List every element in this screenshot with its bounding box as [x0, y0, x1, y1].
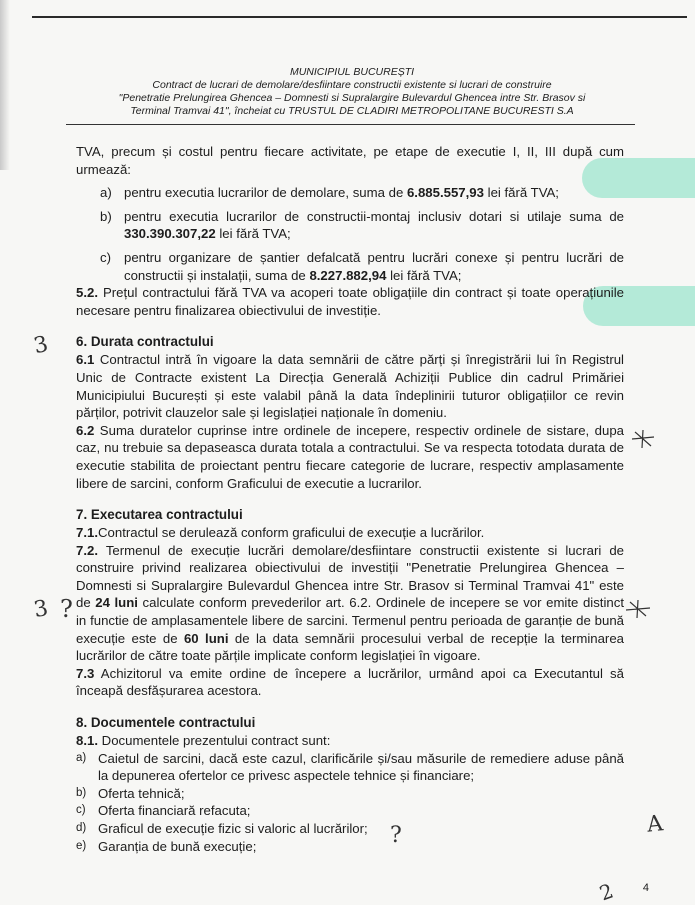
term-duration: 24 luni	[95, 595, 138, 611]
item-letter: d)	[76, 822, 87, 834]
warranty-duration: 60 luni	[183, 630, 229, 646]
amount-value: 330.390.307,22	[124, 226, 216, 242]
item-text: Caietul de sarcini, dacă este cazul, clarificările și/sau măsurile de remediere aduse până la depunerea ofertelor ce privesc aspectele tehnice și financiare;	[98, 750, 624, 784]
top-rule	[32, 16, 687, 18]
clause-number: 7.1.	[76, 525, 98, 541]
asterisk-mark	[624, 598, 652, 620]
clause-text: calculate conform prevederilor art. 6.2. Ordinele de incepere se vor emite distinct in functie de amplasamentele libere de sarcini. Termenul pentru perioada de garanție de bună execuție este de	[76, 595, 624, 646]
item-text: lei fără TVA;	[215, 226, 291, 242]
header-line-3: "Penetratie Prelungirea Ghencea – Domnesti si Supralargire Bulevardul Ghencea intre Str. Brasov si	[118, 92, 586, 104]
header-rule	[66, 124, 635, 125]
paragraph-6-2	[76, 422, 624, 492]
page-number: 4	[642, 882, 649, 894]
clause-text: Prețul contractului fără TVA va acoperi toate obligațiile din contract și toate operațiunile necesare pentru finalizarea obiectivului de investiție.	[76, 285, 624, 318]
section-title-8: 8. Documentele contractului	[76, 715, 256, 731]
item-text: Graficul de execuție fizic si valoric al lucrărilor;	[98, 821, 368, 836]
handwritten-mark: 3	[31, 331, 51, 360]
handwritten-mark: ?	[390, 823, 402, 848]
asterisk-mark	[630, 428, 656, 450]
item-text: pentru organizare de șantier defalcată pentru lucrări conexe și pentru lucrări de constructii și instalații, suma de	[124, 249, 624, 283]
amount-item-c	[76, 249, 624, 284]
document-list-item	[76, 838, 624, 856]
handwritten-mark: A	[645, 811, 665, 838]
item-text: pentru executia lucrarilor de demolare, suma de	[124, 185, 407, 201]
header-line-2: Contract de lucrari de demolare/desfiintare constructii existente si lucrari de construire	[152, 79, 552, 91]
item-letter: c)	[100, 249, 111, 265]
item-text: Garanția de bună execuție;	[98, 838, 257, 854]
document-header	[82, 66, 622, 118]
document-list-item	[76, 750, 624, 785]
clause-text: de la data semnării procesului verbal de recepție la terminarea lucrărilor de către toate părțile implicate conform legislației în vigoare.	[76, 630, 624, 664]
document-list-item	[76, 785, 624, 803]
intro-paragraph: TVA, precum și costul pentru fiecare activitate, pe etape de executie I, II, III după cum urmează:	[76, 144, 624, 177]
paragraph-6-1	[76, 351, 624, 421]
header-line-1: MUNICIPIUL BUCUREȘTI	[289, 66, 415, 78]
clause-number: 7.3	[76, 665, 95, 681]
clause-number: 5.2.	[76, 285, 98, 301]
section-title-7: 7. Executarea contractului	[76, 507, 243, 523]
section-title-6: 6. Durata contractului	[76, 334, 214, 350]
item-letter: b)	[76, 786, 87, 799]
amount-item-a	[76, 184, 624, 202]
amount-value: 8.227.882,94	[309, 267, 387, 283]
clause-text: Termenul de execuție lucrări demolare/desfiintare constructii existente si lucrari de construire privind realizarea obiectivului de investiții "Penetratie Prelungirea Ghencea – Domnesti si Supralargire Bulevardul Ghencea intre Str. Brasov si Terminal Tramvai 41" este de	[76, 542, 624, 611]
amount-value: 6.885.557,93	[406, 185, 484, 201]
handwritten-mark: 2	[596, 878, 617, 905]
item-text: Oferta financiară refacuta;	[98, 803, 251, 819]
handwritten-mark: ?	[60, 595, 73, 623]
clause-text: Suma duratelor cuprinse intre ordinele de incepere, respectiv ordinele de sistare, dupa caz, nu trebuie sa depaseasca durata totala a contractului. Se va respecta totodata durata de executie stabilita de proiectant pentru fiecare categorie de lucrare, respectiv amplasamente libere de sarcini, conform Graficului de executie a lucrarilor.	[76, 422, 624, 491]
header-line-4: Terminal Tramvai 41", încheiat cu TRUSTUL DE CLADIRI METROPOLITANE BUCURESTI S.A	[130, 105, 574, 117]
document-list-item	[76, 802, 624, 820]
paragraph-7-1	[76, 524, 624, 542]
item-text: lei fără TVA;	[386, 267, 462, 283]
item-text: Oferta tehnică;	[98, 785, 185, 801]
paragraph-7-2	[76, 542, 624, 665]
document-list-item	[76, 820, 624, 838]
clause-number: 8.1.	[76, 733, 98, 749]
clause-number: 6.1	[76, 352, 95, 368]
clause-text: Contractul se derulează conform graficului de execuție a lucrărilor.	[98, 525, 485, 541]
clause-text: Achizitorul va emite ordine de începere a lucrărilor, urmând apoi ca Executantul să înceapă desfășurarea acestora.	[76, 665, 624, 699]
clause-number: 6.2	[76, 422, 95, 438]
document-body	[76, 143, 624, 855]
scan-shadow	[0, 0, 10, 170]
item-letter: b)	[100, 208, 112, 224]
item-letter: c)	[76, 804, 86, 817]
paragraph-7-3	[76, 665, 624, 700]
paragraph-5-2	[76, 284, 624, 319]
item-text: lei fără TVA;	[483, 185, 559, 201]
amount-item-b	[76, 208, 624, 243]
clause-text: Documentele prezentului contract sunt:	[98, 733, 331, 749]
item-text: pentru executia lucrarilor de constructii-montaj inclusiv dotari si utilaje suma de	[124, 208, 624, 224]
item-letter: a)	[100, 185, 112, 201]
clause-text: Contractul intră în vigoare la data semnării de către părți și înregistrării lui în Registrul Unic de Contracte existent La Direcția Generală Achiziții Publice din cadrul Primăriei Municipiului București și este valabil până la data îndeplinirii tuturor obligațiilor ce revin părților, potrivit clauzelor sale și legislației naționale în domeniu.	[76, 352, 624, 421]
paragraph-8-1	[76, 732, 624, 750]
item-letter: e)	[76, 839, 87, 852]
handwritten-mark: 3	[31, 595, 51, 624]
item-letter: a)	[76, 751, 87, 764]
clause-number: 7.2.	[76, 542, 98, 558]
